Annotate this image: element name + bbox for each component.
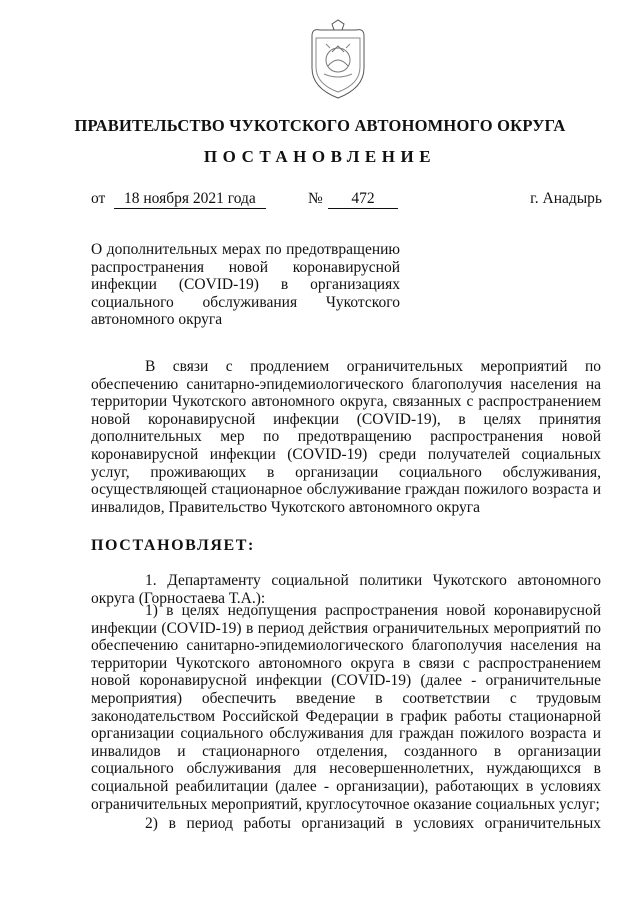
document-meta-row — [91, 190, 602, 212]
document-date: 18 ноября 2021 года — [114, 190, 266, 209]
item-1-subitem-1: 1) в целях недопущения распространения новой коронавирусной инфекции (COVID-19) в период действия ограничительных мероприятий по обеспечению санитарно-эпидемиологического благополучия населения на территории Чукотского автономного округа в связи с распространением новой коронавирусной инфекции (COVID-19) (далее - ограничительные мероприятия) обеспечить введение в соответствии с трудовым законодательством Российской Федерации в график работы стационарной организации социального обслуживания для граждан пожилого возраста и инвалидов и стационарного отделения, созданного в организации социального обслуживания для несовершеннолетних, нуждающихся в социальной реабилитации (далее - организации), работающих в условиях ограничительных мероприятий, круглосуточное оказание социальных услуг; — [91, 602, 601, 813]
decree-heading: ПОСТАНОВЛЯЕТ: — [91, 537, 255, 554]
coat-of-arms-emblem — [298, 18, 378, 104]
government-title: ПРАВИТЕЛЬСТВО ЧУКОТСКОГО АВТОНОМНОГО ОКРУГА — [74, 116, 566, 135]
document-subject: О дополнительных мерах по предотвращению распространения новой коронавирусной инфекции (COVID-19) в организациях социального обслуживания Чукотского автономного округа — [91, 241, 400, 328]
document-number: 472 — [328, 190, 398, 209]
document-type: ПОСТАНОВЛЕНИЕ — [203, 147, 437, 166]
item-1-paragraph: 1. Департаменту социальной политики Чукотского автономного округа (Горностаева Т.А.): — [91, 572, 601, 607]
document-city: г. Анадырь — [530, 190, 602, 207]
preamble-paragraph: В связи с продлением ограничительных мероприятий по обеспечению санитарно-эпидемиологического благополучия населения на территории Чукотского автономного округа, связанных с распространением новой коронавирусной инфекции (COVID-19), в целях принятия дополнительных мер по предотвращению распространения новой коронавирусной инфекции (COVID-19) среди получателей социальных услуг, проживающих в организации социального обслуживания, осуществляющей стационарное обслуживание граждан пожилого возраста и инвалидов, Правительство Чукотского автономного округа — [91, 358, 601, 516]
item-1-subitem-2: 2) в период работы организаций в условиях ограничительных — [145, 815, 601, 832]
number-prefix: № — [308, 190, 323, 207]
date-prefix: от — [91, 190, 106, 207]
